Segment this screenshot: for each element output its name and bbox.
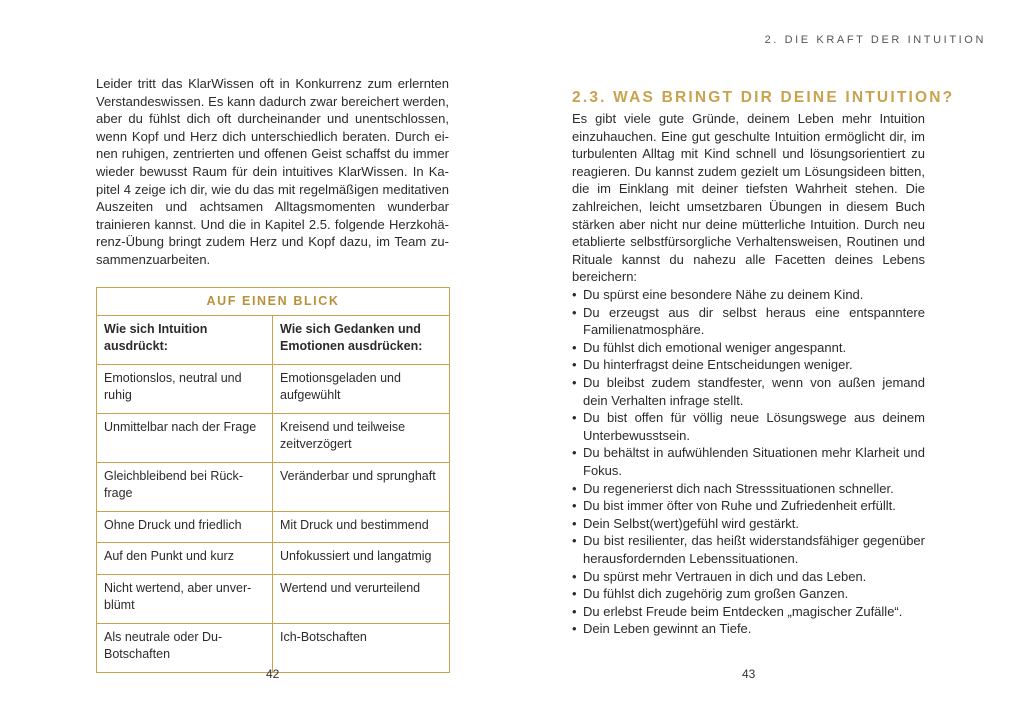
list-item: • Du bist immer öfter von Ruhe und Zufriedenheit erfüllt. <box>572 497 925 515</box>
table-row <box>97 623 450 672</box>
column-header-intuition: Wie sich Intuition ausdrückt: <box>97 315 273 364</box>
table-cell: Unfokussiert und langatmig <box>273 543 450 575</box>
table-cell: Veränderbar und sprunghaft <box>273 462 450 511</box>
right-page <box>510 0 1020 721</box>
table-cell: Unmittelbar nach der Frage <box>97 413 273 462</box>
list-item: • Du spürst eine besondere Nähe zu deinem Kind. <box>572 286 925 304</box>
table-cell: Wertend und verurteilend <box>273 574 450 623</box>
list-item: • Du spürst mehr Vertrauen in dich und das Leben. <box>572 568 925 586</box>
list-item: • Du hinterfragst deine Entscheidungen weniger. <box>572 356 925 374</box>
table-cell: Gleichbleibend bei Rückfrage <box>97 462 273 511</box>
section-title: 2.3. WAS BRINGT DIR DEINE INTUITION? <box>572 89 955 106</box>
list-item: • Du erlebst Freude beim Entdecken „magischer Zufälle“. <box>572 603 925 621</box>
running-head: 2. DIE KRAFT DER INTUITION <box>764 34 986 46</box>
table-cell: Als neutrale oder Du-Botschaften <box>97 623 273 672</box>
list-item: • Du behältst in aufwühlenden Situationen mehr Klarheit und Fokus. <box>572 444 925 479</box>
list-item: • Du bleibst zudem standfester, wenn von außen jemand dein Verhalten infrage stellt. <box>572 374 925 409</box>
table-row <box>97 462 450 511</box>
table-cell: Ich-Botschaften <box>273 623 450 672</box>
table-row <box>97 413 450 462</box>
list-item: • Du erzeugst aus dir selbst heraus eine entspanntere Familienatmosphäre. <box>572 304 925 339</box>
benefits-list <box>572 286 925 638</box>
table-header-row <box>97 315 450 364</box>
comparison-table <box>96 287 450 673</box>
table-row <box>97 543 450 575</box>
table-row <box>97 511 450 543</box>
page-number-left: 42 <box>266 667 280 681</box>
list-item: • Du fühlst dich emotional weniger angespannt. <box>572 339 925 357</box>
list-item: • Du bist resilienter, das heißt widerstandsfähiger gegenüber herausfordernden Lebenssituationen. <box>572 532 925 567</box>
table-cell: Auf den Punkt und kurz <box>97 543 273 575</box>
column-header-thoughts: Wie sich Gedanken und Emotionen ausdrücken: <box>273 315 450 364</box>
table-row <box>97 574 450 623</box>
intro-paragraph: Es gibt viele gute Gründe, deinem Leben mehr Intuition einzuhauchen. Eine gut geschulte Intuition ermöglicht dir, im turbulenten Alltag mit Kind schnell und lösungsorientiert zu reagieren. Du kannst zudem gezielt um Lösungsideen bitten, die im Einklang mit deiner tiefsten Wahrheit stehen. Die zahlreichen, leicht umsetzbaren Übungen in diesem Buch stärken aber nicht nur deine mütterliche Intuition. Durch neu etablierte selbstfürsorgliche Verhaltensweisen, Routinen und Rituale kannst du nahezu alle Facetten deines Lebens bereichern: <box>572 111 925 285</box>
table-row <box>97 364 450 413</box>
list-item: • Du fühlst dich zugehörig zum großen Ganzen. <box>572 585 925 603</box>
table-cell: Kreisend und teilweise zeitverzögert <box>273 413 450 462</box>
table-cell: Emotionslos, neutral und ruhig <box>97 364 273 413</box>
table-cell: Emotionsgeladen und aufgewühlt <box>273 364 450 413</box>
body-paragraph: Leider tritt das KlarWissen oft in Konkurrenz zum erlernten Verstandeswissen. Es kann dadurch zwar bereichert werden, aber du fühlst dich oft durcheinander und unentschlossen, wenn Kopf und Herz dich unterschiedlich beraten. Durch einen ruhigen, zentrierten und offenen Geist schaffst du immer wieder bewusst Raum für dein intuitives KlarWissen. In Kapitel 4 zeige ich dir, wie du das mit regelmäßigen meditativen Auszeiten und achtsamen Alltagsmomenten wunderbar trainieren kannst. Und die in Kapitel 2.5. folgende Herzkohärenz-Übung bringt zudem Herz und Kopf dazu, im Team zusammenzuarbeiten. <box>96 76 449 267</box>
table-caption: AUF EINEN BLICK <box>97 288 450 316</box>
table-cell: Mit Druck und bestimmend <box>273 511 450 543</box>
list-item: • Dein Selbst(wert)gefühl wird gestärkt. <box>572 515 925 533</box>
table-cell: Nicht wertend, aber unverblümt <box>97 574 273 623</box>
list-item: • Du bist offen für völlig neue Lösungswege aus deinem Unterbewusstsein. <box>572 409 925 444</box>
list-item: • Du regenerierst dich nach Stresssituationen schneller. <box>572 480 925 498</box>
table-cell: Ohne Druck und friedlich <box>97 511 273 543</box>
page-number-right: 43 <box>742 667 756 681</box>
list-item: • Dein Leben gewinnt an Tiefe. <box>572 620 925 638</box>
